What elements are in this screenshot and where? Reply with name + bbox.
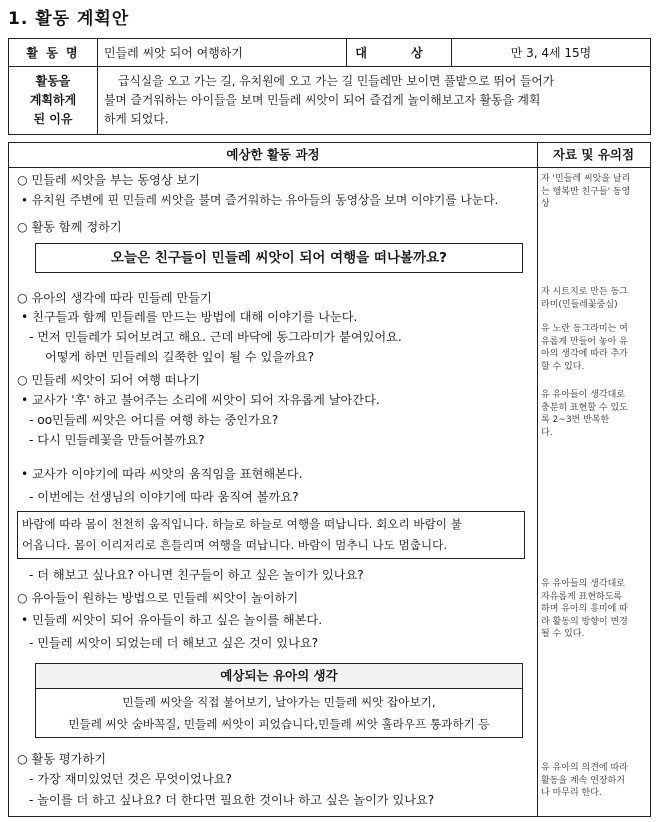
material-note xyxy=(541,173,645,211)
story-line: 어옵니다. 몸이 이리저리로 흔들리며 여행을 떠납니다. 바람이 멈추니 나도 멈춥니다. xyxy=(22,538,448,552)
process-column xyxy=(9,143,538,816)
reason-line: 하게 되었다. xyxy=(104,112,169,126)
step-question: - oo민들레 씨앗은 어디를 여행 하는 중인가요? xyxy=(29,413,279,427)
note-line: 록 2~3번 반복한 xyxy=(541,415,610,426)
activity-info-table xyxy=(8,38,651,135)
note-line: 충분히 표현할 수 있도 xyxy=(541,402,628,413)
step-heading: ○ 유아들이 원하는 방법으로 민들레 씨앗이 놀이하기 xyxy=(17,591,299,605)
step-heading: ○ 유아의 생각에 따라 민들레 만들기 xyxy=(17,291,212,305)
step-question: - 먼저 민들레가 되어보려고 해요. 근데 바닥에 동그라미가 붙여있어요. xyxy=(29,330,402,344)
expected-thoughts-box xyxy=(35,663,523,738)
caution-note xyxy=(541,762,645,800)
note-line: 라미(민들레꽃중심) xyxy=(541,299,618,310)
note-line: 유 노란 동그라미는 여 xyxy=(541,324,628,334)
caution-note xyxy=(541,389,645,439)
caution-note xyxy=(541,323,645,373)
note-line: 는 행복반 친구들' 동영 xyxy=(541,186,631,197)
note-line: 될 수 있다. xyxy=(541,629,585,640)
target-label: 대 상 xyxy=(347,39,452,67)
expected-line: 민들레 씨앗을 직접 불어보기, 날아가는 민들레 씨앗 잡아보기, xyxy=(122,695,436,709)
step-heading: ○ 활동 함께 정하기 xyxy=(17,220,122,234)
step-detail: • 유치원 주변에 핀 민들레 씨앗을 불며 즐거워하는 유아들의 동영상을 보며 이야기를 나눈다. xyxy=(21,193,499,207)
caution-note xyxy=(541,578,645,641)
page-title: 1. 활동 계획안 xyxy=(8,9,130,29)
note-line: 활동을 계속 연장하거 xyxy=(541,775,625,786)
note-line: 자 시트지로 만든 동그 xyxy=(541,287,628,297)
note-line: 유 유아들의 생각대로 xyxy=(541,579,625,589)
reason-label-line: 된 이유 xyxy=(33,112,73,126)
materials-header: 자료 및 유의점 xyxy=(537,143,650,168)
expected-thoughts-body xyxy=(36,689,522,737)
step-detail: • 교사가 이야기에 따라 씨앗의 움직임을 표현해본다. xyxy=(21,467,303,481)
note-line: 할 수 있다. xyxy=(541,361,585,372)
story-box xyxy=(17,511,525,559)
note-line: 유롭게 만들어 놓아 유 xyxy=(541,336,628,347)
reason-label-line: 계획하게 xyxy=(29,93,77,107)
reason-label-line: 활동을 xyxy=(35,74,71,88)
reason-line: 불며 즐거워하는 아이들을 보며 민들레 씨앗이 되어 즐겁게 놀이해보고자 활동을 계획 xyxy=(104,93,541,107)
activity-name-label: 활 동 명 xyxy=(9,39,98,67)
note-line: 유 유아의 의견에 따라 xyxy=(541,763,628,773)
step-detail: • 민들레 씨앗이 되어 유아들이 하고 싶은 놀이를 해본다. xyxy=(21,613,323,627)
step-question: - 다시 민들레꽃을 만들어볼까요? xyxy=(29,433,205,447)
note-line: 하며 유아의 흥미에 따 xyxy=(541,604,628,615)
expected-thoughts-header: 예상되는 유아의 생각 xyxy=(36,664,522,689)
target-value: 만 3, 4세 15명 xyxy=(452,39,651,67)
step-question: - 더 해보고 싶나요? 아니면 친구들이 하고 싶은 놀이가 있나요? xyxy=(29,568,364,582)
note-line: 다. xyxy=(541,427,553,438)
step-detail: • 친구들과 함께 민들레를 만드는 방법에 대해 이야기를 나눈다. xyxy=(21,310,358,324)
step-question: - 가장 재미있었던 것은 무엇이었나요? xyxy=(29,772,232,786)
note-line: 자유롭게 표현하도록 xyxy=(541,591,623,602)
activity-name-value: 민들레 씨앗 되어 여행하기 xyxy=(98,39,347,67)
note-line: 자 '민들레 씨앗을 날리 xyxy=(541,174,631,184)
expected-line: 민들레 씨앗 숨바꼭질, 민들레 씨앗이 피었습니다,민들레 씨앗 훌라우프 통과하기 등 xyxy=(68,717,490,731)
reason-label xyxy=(9,67,98,135)
step-detail: • 교사가 '후' 하고 불어주는 소리에 씨앗이 되어 자유롭게 날아간다. xyxy=(21,393,380,407)
step-heading: ○ 민들레 씨앗을 부는 동영상 보기 xyxy=(17,173,201,187)
note-line: 상 xyxy=(541,199,550,210)
reason-text xyxy=(98,67,651,135)
materials-column xyxy=(537,143,650,816)
material-note xyxy=(541,286,645,311)
step-heading: ○ 민들레 씨앗이 되어 여행 떠나기 xyxy=(17,373,201,387)
process-header: 예상한 활동 과정 xyxy=(9,143,537,168)
story-line: 바람에 따라 몸이 천천히 움직입니다. 하늘로 하늘로 여행을 떠납니다. 회오리 바람이 불 xyxy=(22,517,462,531)
step-question: - 민들레 씨앗이 되었는데 더 해보고 싶은 것이 있나요? xyxy=(29,636,319,650)
note-line: 나 마무리 한다. xyxy=(541,788,602,799)
note-line: 유 유아들이 생각대로 xyxy=(541,390,625,400)
note-line: 라 활동의 방향이 변경 xyxy=(541,616,628,627)
step-question: 어떻게 하면 민들레의 길쭉한 잎이 될 수 있을까요? xyxy=(45,350,315,364)
reason-line: 급식실을 오고 가는 길, 유치원에 오고 가는 길 민들레만 보이면 풀밭으로 뛰어 들어가 xyxy=(118,74,555,88)
step-question: - 이번에는 선생님의 이야기에 따라 움직여 볼까요? xyxy=(29,490,299,504)
step-question: - 놀이를 더 하고 싶나요? 더 한다면 필요한 것이나 하고 싶은 놀이가 있나요? xyxy=(29,793,435,807)
activity-process-section xyxy=(8,142,651,817)
note-line: 아의 생각에 따라 추가 xyxy=(541,349,628,360)
goal-box: 오늘은 친구들이 민들레 씨앗이 되어 여행을 떠나볼까요? xyxy=(35,243,523,273)
step-heading: ○ 활동 평가하기 xyxy=(17,752,107,766)
